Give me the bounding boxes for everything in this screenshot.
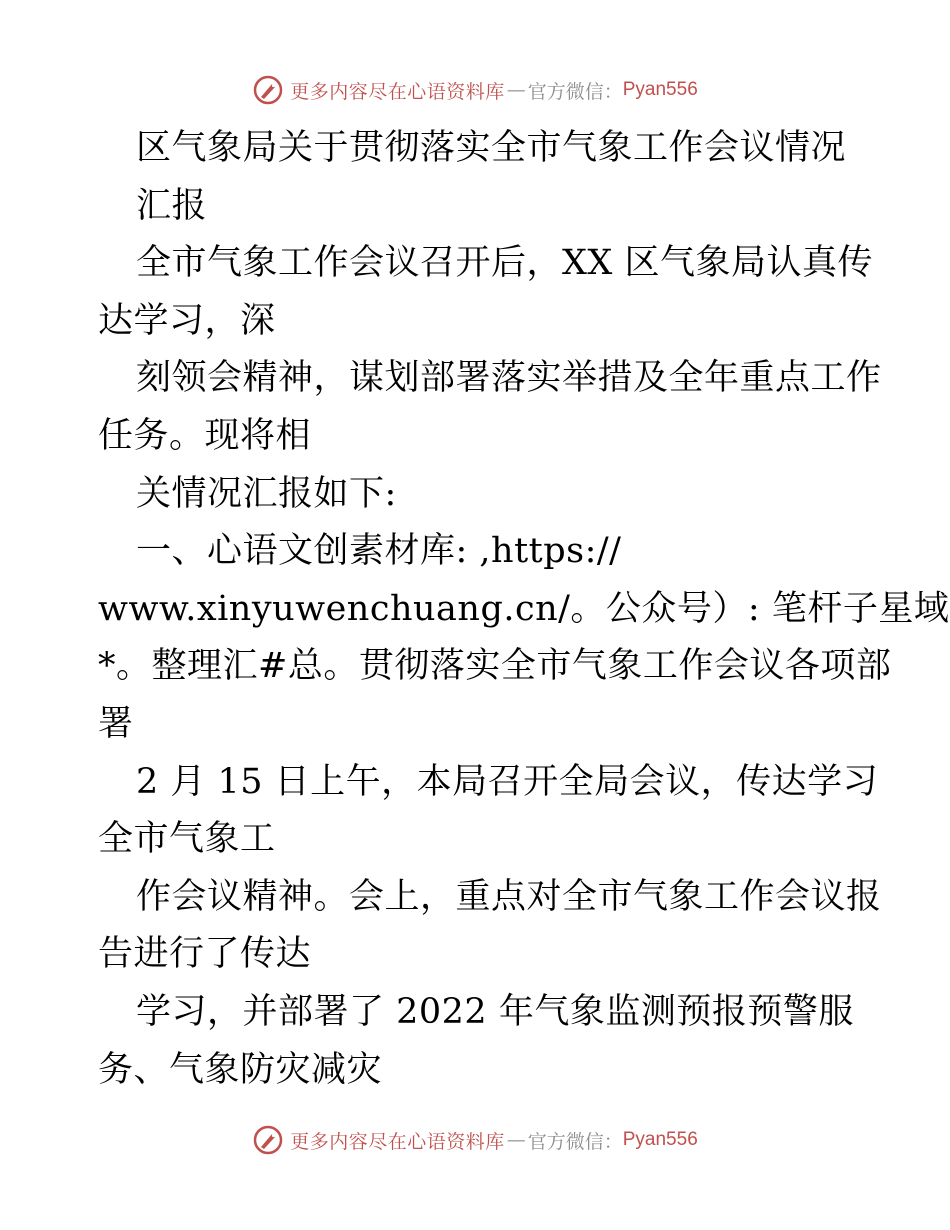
paragraph-line: 务、气象防灾减灾 (98, 1049, 383, 1090)
watermark-id-text: Pyan556 (622, 1129, 698, 1150)
watermark-main-text: 更多内容尽在心语资料库 (290, 80, 505, 103)
header-watermark (0, 70, 950, 110)
paragraph-line: 告进行了传达 (98, 934, 312, 975)
document-body (98, 120, 950, 1099)
document-title-line-1: 区气象局关于贯彻落实全市气象工作会议情况 (136, 128, 847, 168)
watermark-id-text: Pyan556 (622, 79, 698, 100)
watermark-separator: — (506, 79, 526, 101)
section-heading-line: 署 (98, 703, 134, 744)
paragraph-line: 全市气象工 (98, 819, 276, 860)
paragraph-line: 全市气象工作会议召开后，XX 区气象局认真传 (136, 243, 873, 284)
section-heading-line: *。整理汇#总。贯彻落实全市气象工作会议各项部 (98, 646, 892, 687)
paragraph-line: 作会议精神。会上，重点对全市气象工作会议报 (136, 876, 882, 917)
watermark-sub-text: 官方微信： (527, 1130, 623, 1153)
footer-watermark (0, 1120, 950, 1160)
watermark-sub-text: 官方微信： (527, 80, 623, 103)
paragraph-line: 达学习，深 (98, 300, 276, 341)
pen-nib-circle-icon (252, 74, 284, 106)
paragraph-line: 2 月 15 日上午，本局召开全局会议，传达学习 (136, 761, 879, 802)
document-title-line-2: 汇报 (136, 185, 208, 226)
watermark-separator: — (506, 1129, 526, 1151)
paragraph-line: 关情况汇报如下: (136, 473, 397, 514)
pen-nib-circle-icon (252, 1124, 284, 1156)
paragraph-line: 任务。现将相 (98, 415, 312, 456)
watermark-main-text: 更多内容尽在心语资料库 (290, 1130, 505, 1153)
section-heading-line: www.xinyuwenchuang.cn/。公众号）: 笔杆子星域 (98, 588, 950, 629)
paragraph-line: 学习，并部署了 2022 年气象监测预报预警服 (136, 991, 854, 1032)
paragraph-line: 刻领会精神，谋划部署落实举措及全年重点工作 (136, 358, 882, 399)
section-heading-line: 一、心语文创素材库: ,https:// (136, 531, 622, 572)
